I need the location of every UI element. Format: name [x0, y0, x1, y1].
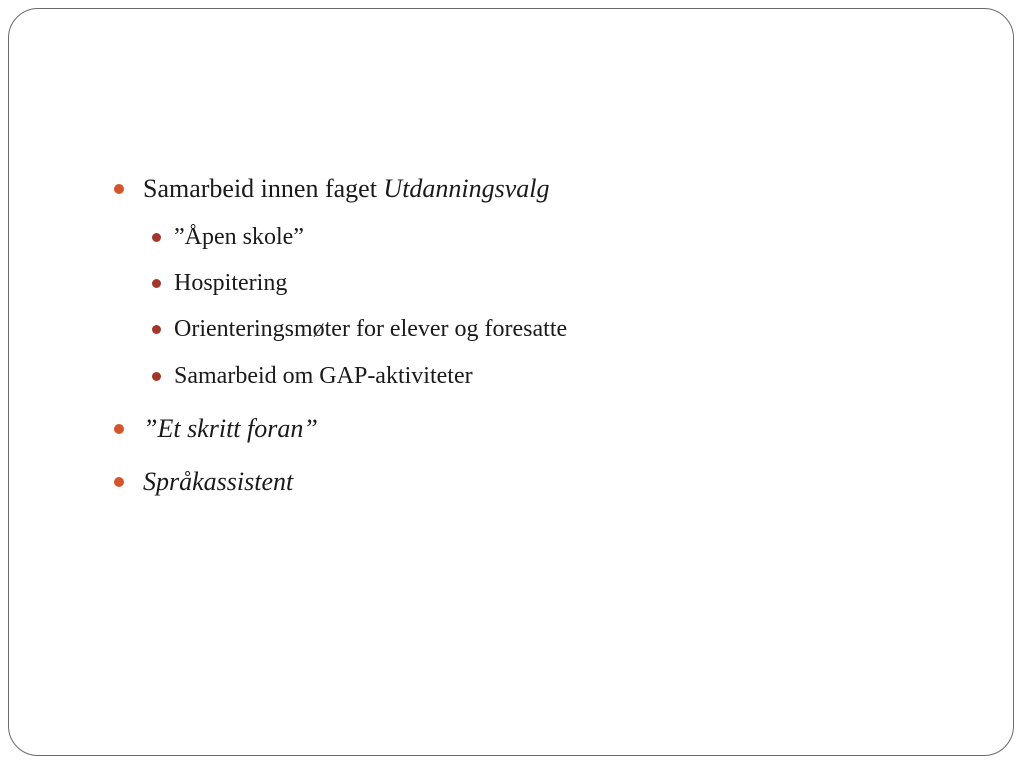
bullet-text: ”Et skritt foran”: [143, 414, 318, 443]
bullet-dot-icon: [152, 325, 161, 334]
bullet-dot-icon: [114, 424, 124, 434]
bullet-dot-icon: [152, 233, 161, 242]
bullet-text: Språkassistent: [143, 467, 294, 496]
sub-bullet-item: [152, 224, 304, 251]
bullet-text: Samarbeid om GAP-aktiviteter: [174, 363, 473, 389]
bullet-dot-icon: [152, 279, 161, 288]
sub-bullet-item: [152, 270, 287, 297]
bullet-text: Hospitering: [174, 270, 288, 296]
bullet-dot-icon: [152, 372, 161, 381]
bullet-item: [114, 414, 318, 444]
bullet-text: Samarbeid innen faget Utdanningsvalg: [143, 174, 550, 203]
bullet-dot-icon: [114, 184, 124, 194]
bullet-text: Orienteringsmøter for elever og foresatte: [174, 316, 568, 342]
bullet-text: ”Åpen skole”: [174, 224, 304, 250]
sub-bullet-item: [152, 316, 567, 343]
sub-bullet-item: [152, 363, 473, 390]
bullet-item: [114, 174, 550, 204]
bullet-item: [114, 467, 293, 497]
bullet-dot-icon: [114, 477, 124, 487]
